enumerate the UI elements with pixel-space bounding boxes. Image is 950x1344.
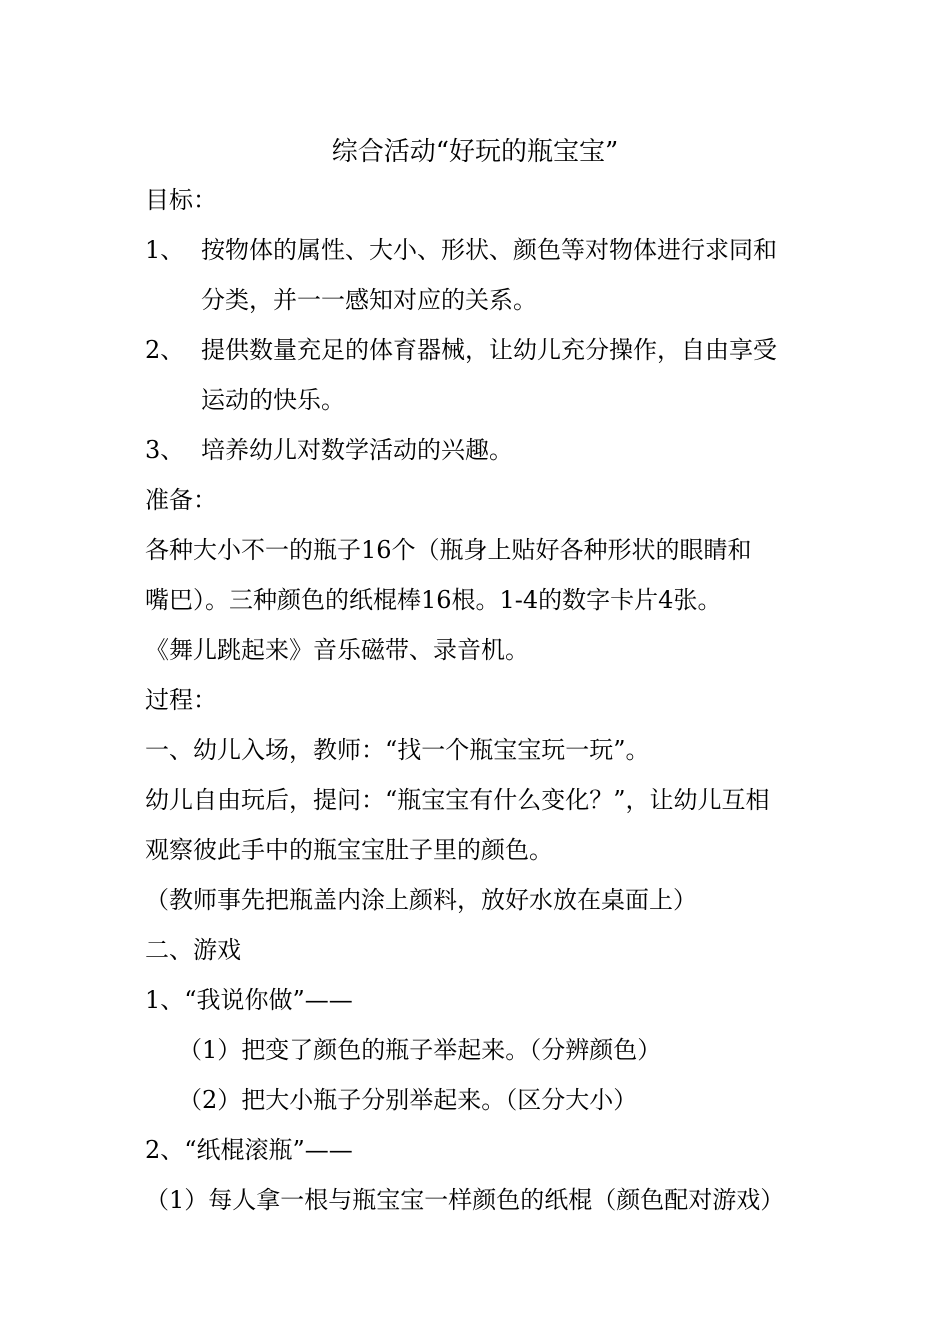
- process-line-2: 幼儿自由玩后，提问：“瓶宝宝有什么变化？”，让幼儿互相: [145, 786, 770, 814]
- process-line-9: 2、“纸棍滚瓶”——: [145, 1136, 353, 1164]
- goal-text: 提供数量充足的体育器械，让幼儿充分操作，自由享受: [201, 336, 777, 364]
- prep-line-2: 嘴巴）。三种颜色的纸棍棒16根。1-4的数字卡片4张。: [145, 586, 722, 614]
- process-line-10: （1）每人拿一根与瓶宝宝一样颜色的纸棍（颜色配对游戏）: [145, 1186, 785, 1214]
- process-heading: 过程：: [145, 686, 217, 714]
- process-line-4: （教师事先把瓶盖内涂上颜料，放好水放在桌面上）: [145, 886, 697, 914]
- prep-heading: 准备：: [145, 486, 217, 514]
- process-line-5: 二、游戏: [145, 936, 241, 964]
- goal-item-2-continued: 运动的快乐。: [201, 386, 345, 414]
- goal-number: 3、: [145, 436, 185, 464]
- process-line-7: （1）把变了颜色的瓶子举起来。（分辨颜色）: [178, 1036, 662, 1064]
- goal-text: 按物体的属性、大小、形状、颜色等对物体进行求同和: [201, 236, 777, 264]
- goals-heading: 目标：: [145, 186, 217, 214]
- goal-item-1-continued: 分类，并一一感知对应的关系。: [201, 286, 537, 314]
- goal-number: 1、: [145, 236, 185, 264]
- prep-line-3: 《舞儿跳起来》音乐磁带、录音机。: [145, 636, 529, 664]
- goal-item-3: [145, 435, 513, 465]
- goal-number: 2、: [145, 336, 185, 364]
- goal-item-2: [145, 335, 777, 365]
- process-line-3: 观察彼此手中的瓶宝宝肚子里的颜色。: [145, 836, 553, 864]
- document-title: 综合活动“好玩的瓶宝宝”: [331, 137, 619, 167]
- process-line-6: 1、“我说你做”——: [145, 986, 353, 1014]
- goal-text: 培养幼儿对数学活动的兴趣。: [201, 436, 513, 464]
- goal-item-1: [145, 235, 777, 265]
- process-line-8: （2）把大小瓶子分别举起来。（区分大小）: [178, 1086, 638, 1114]
- prep-line-1: 各种大小不一的瓶子16个（瓶身上贴好各种形状的眼睛和: [145, 536, 752, 564]
- process-line-1: 一、幼儿入场，教师：“找一个瓶宝宝玩一玩”。: [145, 736, 650, 764]
